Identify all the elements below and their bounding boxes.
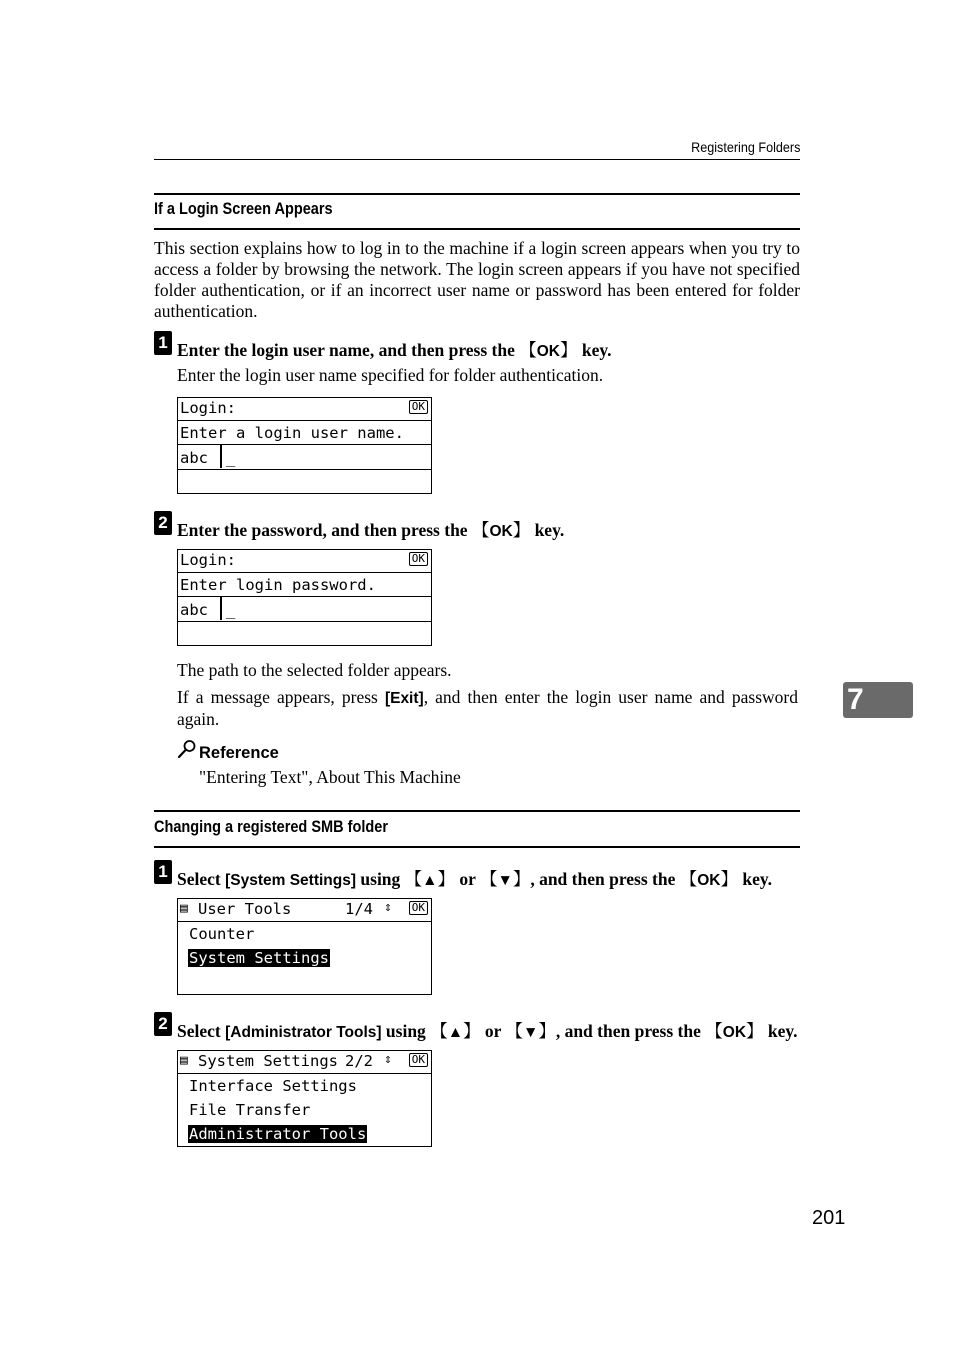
- input-label: abc: [180, 449, 208, 467]
- menu-item: Counter: [189, 925, 255, 943]
- login-password-screen: [177, 549, 432, 646]
- step-instruction: Enter the login user name, and then press the 【OK】 key.: [177, 340, 612, 360]
- ok-key: OK: [697, 872, 721, 889]
- user-tools-screen: [177, 898, 432, 995]
- step-instruction: Select [System Settings] using 【▲】 or 【▼】, and then press the 【OK】 key.: [177, 869, 773, 889]
- section-top-rule: [154, 810, 800, 812]
- step-result: The path to the selected folder appears.: [177, 660, 452, 680]
- scroll-arrows-icon: ⇕: [384, 900, 392, 915]
- input-cursor: _: [226, 449, 236, 467]
- down-key: ▼: [497, 872, 513, 889]
- menu-item: Interface Settings: [189, 1077, 357, 1095]
- step-instruction: Select [Administrator Tools] using 【▲】 or 【▼】, and then press the 【OK】 key.: [177, 1021, 798, 1041]
- section-top-rule: [154, 193, 800, 195]
- step-number: 2: [154, 511, 172, 535]
- menu-icon: ▤: [180, 1053, 188, 1068]
- header-rule: [154, 159, 800, 160]
- page-number: 201: [812, 1207, 846, 1229]
- menu-item-selected: System Settings: [189, 949, 329, 967]
- up-key: ▲: [422, 872, 438, 889]
- menu-item-selected: Administrator Tools: [189, 1125, 367, 1143]
- system-settings-screen: [177, 1050, 432, 1147]
- reference-text: "Entering Text", About This Machine: [199, 767, 461, 787]
- section-bottom-rule: [154, 846, 800, 848]
- screen-prompt: Enter login password.: [180, 576, 376, 594]
- step-number: 2: [154, 1012, 172, 1036]
- section-title: Changing a registered SMB folder: [154, 818, 388, 836]
- menu-icon: ▤: [180, 901, 188, 916]
- screen-prompt: Enter a login user name.: [180, 424, 404, 442]
- ok-icon: OK: [409, 400, 428, 414]
- page-indicator: 2/2: [345, 1052, 373, 1070]
- step-detail: Enter the login user name specified for folder authentication.: [177, 365, 604, 385]
- menu-key: [System Settings]: [225, 872, 357, 889]
- ok-icon: OK: [409, 1053, 428, 1067]
- down-key: ▼: [522, 1024, 539, 1041]
- reference-label: Reference: [199, 744, 279, 762]
- screen-title: System Settings: [198, 1052, 338, 1070]
- ok-icon: OK: [409, 552, 428, 566]
- menu-key: [Administrator Tools]: [225, 1024, 382, 1041]
- up-key: ▲: [447, 1024, 464, 1041]
- menu-item: File Transfer: [189, 1101, 311, 1119]
- screen-title: Login:: [180, 399, 236, 417]
- ok-key: OK: [536, 343, 560, 360]
- ok-key: OK: [489, 523, 513, 540]
- screen-title: Login:: [180, 551, 236, 569]
- ok-key: OK: [722, 1024, 747, 1041]
- step-note: If a message appears, press [Exit], and then enter the login user name and password again.: [177, 687, 798, 729]
- page-indicator: 1/4: [345, 900, 373, 918]
- input-cursor: _: [226, 601, 236, 619]
- input-label: abc: [180, 601, 208, 619]
- step-instruction: Enter the password, and then press the 【OK】 key.: [177, 520, 565, 540]
- ok-icon: OK: [409, 901, 428, 915]
- scroll-arrows-icon: ⇕: [384, 1052, 392, 1067]
- chapter-tab[interactable]: 7: [843, 682, 913, 718]
- section-title: If a Login Screen Appears: [154, 200, 333, 218]
- reference-icon: [177, 739, 197, 759]
- step-number: 1: [154, 860, 172, 884]
- intro-paragraph: This section explains how to log in to the machine if a login screen appears when you try to access a folder by browsing the network. The login screen appears if you have not specified folder authentication, or if an incorrect user name or password has been entered for folder authentication.: [154, 238, 800, 321]
- step-number: 1: [154, 331, 172, 355]
- screen-title: User Tools: [198, 900, 292, 918]
- running-head: Registering Folders: [690, 139, 800, 155]
- exit-key: [Exit]: [384, 690, 424, 707]
- section-bottom-rule: [154, 228, 800, 230]
- login-username-screen: [177, 397, 432, 494]
